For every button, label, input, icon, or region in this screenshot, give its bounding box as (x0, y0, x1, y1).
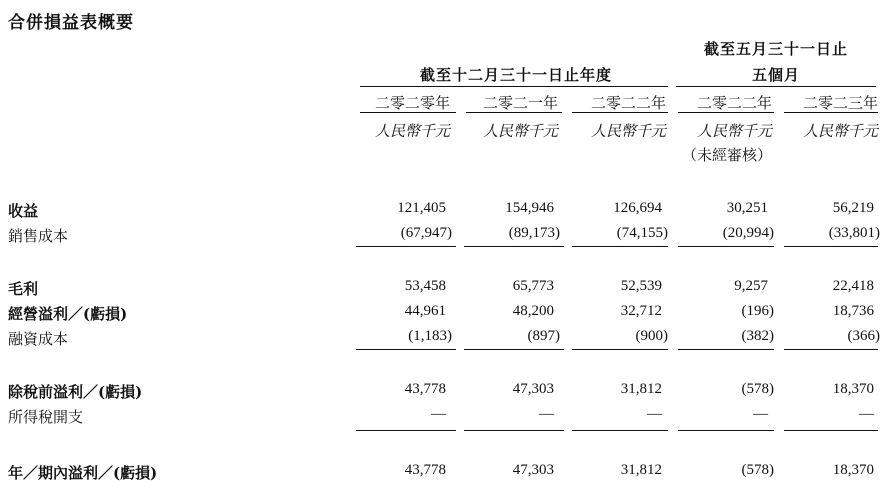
row-label-gross-profit: 毛利 (8, 280, 39, 298)
cell-gross-profit-4: 9,257 (734, 278, 768, 294)
rule-9 (678, 349, 774, 350)
row-label-profit-before-tax: 除稅前溢利／(虧損) (8, 383, 143, 401)
cell-operating-profit-5: 18,736 (832, 303, 874, 319)
cell-gross-profit-1: 53,458 (404, 278, 446, 294)
cell-profit-before-tax-1: 43,778 (404, 381, 446, 397)
cell-operating-profit-3: 32,712 (620, 303, 662, 319)
cell-cost-of-sales-5: (33,801) (828, 225, 880, 241)
row-label-revenue: 收益 (8, 202, 39, 220)
cell-gross-profit-3: 52,539 (620, 278, 662, 294)
year-underline-1 (360, 112, 456, 113)
cell-finance-costs-5: (366) (847, 328, 880, 344)
cell-net-profit-1: 43,778 (404, 462, 446, 478)
cell-revenue-3: 126,694 (613, 200, 662, 216)
col-currency-4: 人民幣千元 (696, 122, 772, 140)
cell-finance-costs-3: (900) (635, 328, 668, 344)
cell-profit-before-tax-4: (578) (741, 381, 774, 397)
cell-gross-profit-5: 22,418 (832, 278, 874, 294)
cell-cost-of-sales-4: (20,994) (722, 225, 774, 241)
cell-income-tax-3: — (647, 406, 662, 422)
page-title: 合併損益表概要 (8, 13, 134, 33)
row-label-operating-profit: 經營溢利／(虧損) (8, 305, 128, 323)
rule-12 (464, 430, 564, 431)
rule-3 (572, 246, 668, 247)
col-year-2: 二零二一年 (482, 94, 558, 112)
rule-4 (678, 246, 774, 247)
rule-5 (784, 246, 878, 247)
cell-net-profit-5: 18,370 (832, 462, 874, 478)
cell-gross-profit-2: 65,773 (512, 278, 554, 294)
cell-profit-before-tax-2: 47,303 (512, 381, 554, 397)
cell-income-tax-5: — (859, 406, 874, 422)
rule-10 (784, 349, 878, 350)
col-year-3: 二零二二年 (590, 94, 666, 112)
cell-income-tax-4: — (753, 406, 768, 422)
row-label-income-tax: 所得稅開支 (8, 408, 84, 426)
group-underline-period (676, 86, 876, 87)
year-underline-4 (678, 112, 774, 113)
group-underline-year (360, 86, 668, 87)
year-underline-2 (466, 112, 562, 113)
cell-income-tax-1: — (431, 406, 446, 422)
rule-1 (356, 246, 456, 247)
rule-11 (356, 430, 456, 431)
cell-revenue-2: 154,946 (505, 200, 554, 216)
rule-14 (678, 430, 774, 431)
rule-13 (572, 430, 668, 431)
rule-7 (464, 349, 564, 350)
rule-15 (784, 430, 878, 431)
cell-net-profit-4: (578) (741, 462, 774, 478)
cell-cost-of-sales-3: (74,155) (616, 225, 668, 241)
year-underline-5 (784, 112, 878, 113)
cell-finance-costs-2: (897) (527, 328, 560, 344)
cell-revenue-4: 30,251 (726, 200, 768, 216)
cell-operating-profit-4: (196) (741, 303, 774, 319)
cell-income-tax-2: — (539, 406, 554, 422)
unaudited-note: （未經審核） (681, 146, 772, 164)
cell-profit-before-tax-3: 31,812 (620, 381, 662, 397)
col-currency-1: 人民幣千元 (374, 122, 450, 140)
cell-operating-profit-2: 48,200 (512, 303, 554, 319)
col-currency-3: 人民幣千元 (590, 122, 666, 140)
col-currency-5: 人民幣千元 (802, 122, 878, 140)
rule-6 (356, 349, 456, 350)
cell-revenue-1: 121,405 (397, 200, 446, 216)
cell-cost-of-sales-1: (67,947) (400, 225, 452, 241)
cell-cost-of-sales-2: (89,173) (508, 225, 560, 241)
group-header-year: 截至十二月三十一日止年度 (419, 66, 612, 84)
row-label-cost-of-sales: 銷售成本 (8, 227, 69, 245)
col-year-5: 二零二三年 (802, 94, 878, 112)
cell-profit-before-tax-5: 18,370 (832, 381, 874, 397)
cell-net-profit-2: 47,303 (512, 462, 554, 478)
cell-net-profit-3: 31,812 (620, 462, 662, 478)
col-year-4: 二零二二年 (696, 94, 772, 112)
rule-8 (572, 349, 668, 350)
year-underline-3 (572, 112, 668, 113)
row-label-finance-costs: 融資成本 (8, 330, 69, 348)
group-header-period-line2: 五個月 (751, 66, 800, 84)
cell-operating-profit-1: 44,961 (404, 303, 446, 319)
cell-revenue-5: 56,219 (832, 200, 874, 216)
cell-finance-costs-1: (1,183) (408, 328, 452, 344)
col-currency-2: 人民幣千元 (482, 122, 558, 140)
col-year-1: 二零二零年 (374, 94, 450, 112)
group-header-period-line1: 截至五月三十一日止 (703, 40, 848, 58)
cell-finance-costs-4: (382) (741, 328, 774, 344)
row-label-net-profit: 年／期內溢利／(虧損) (8, 464, 158, 482)
rule-2 (464, 246, 564, 247)
